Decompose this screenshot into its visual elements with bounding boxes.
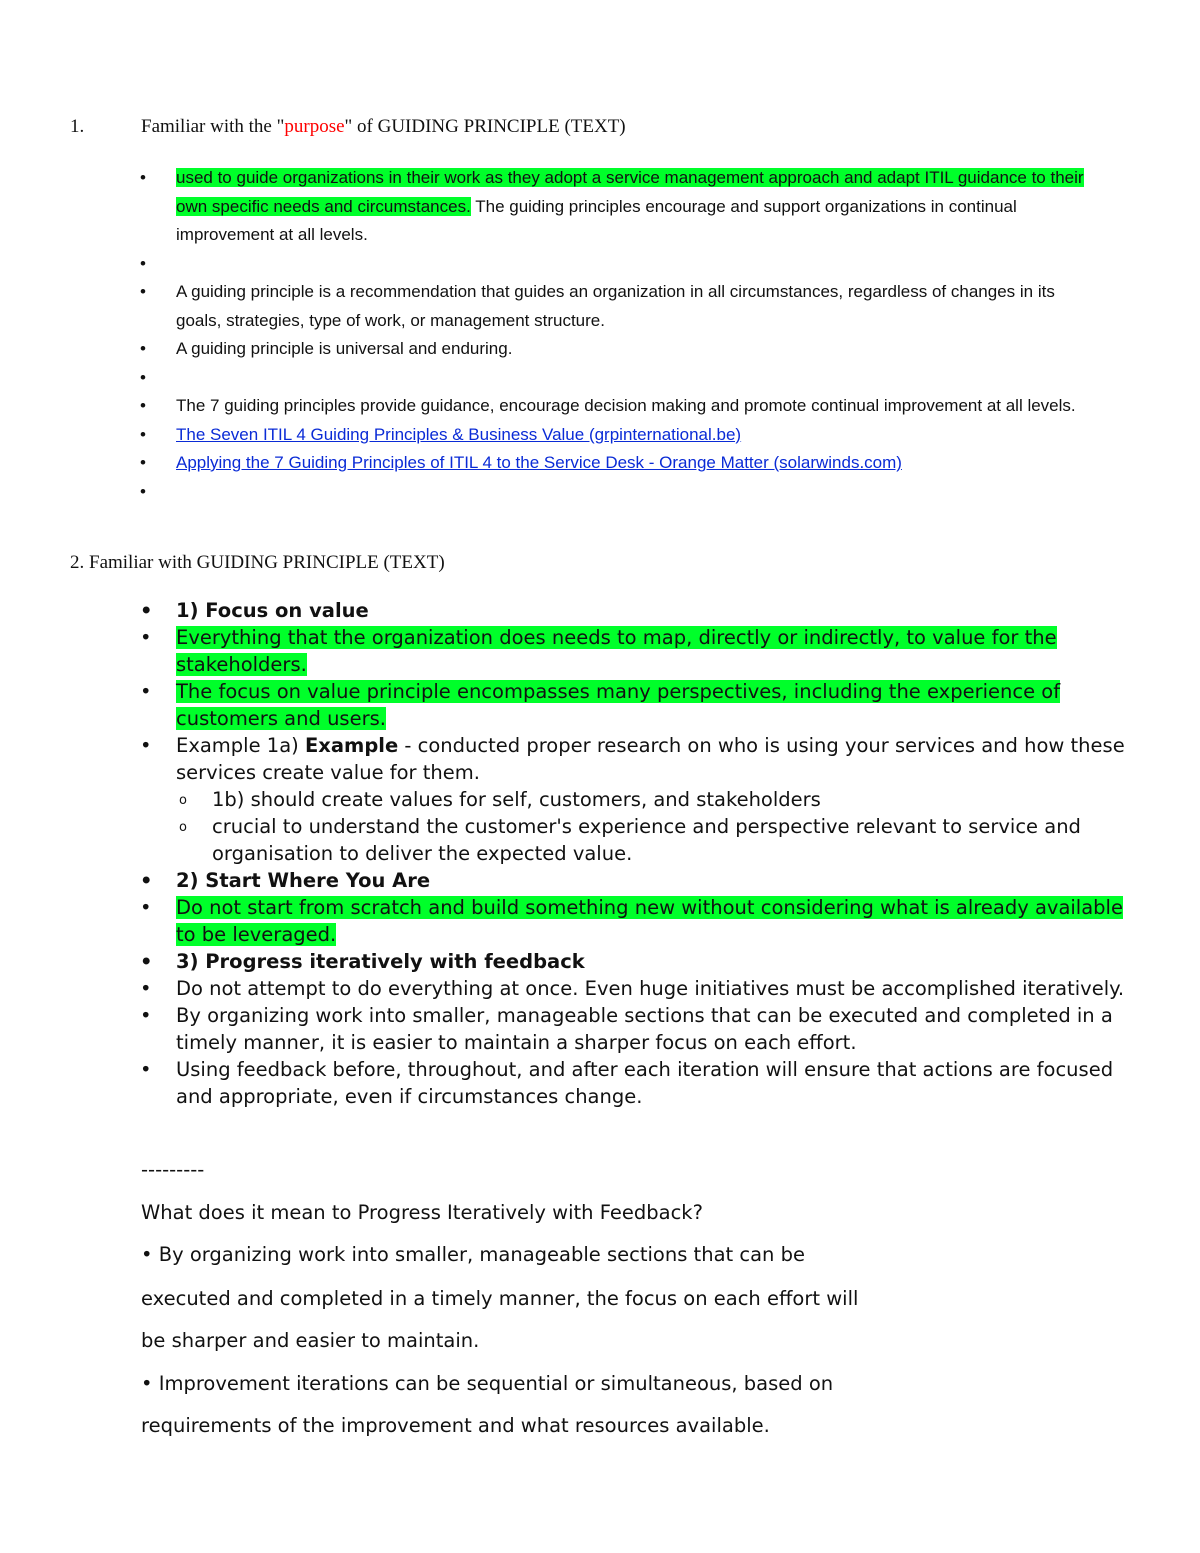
- list-item: • The 7 guiding principles provide guidance, encourage decision making and promote continual improvement at all levels.: [140, 392, 1100, 421]
- highlighted-text: The focus on value principle encompasses many perspectives, including the experience of customers and users.: [176, 680, 1061, 730]
- answer-line: • Improvement iterations can be sequential or simultaneous, based on: [141, 1372, 834, 1395]
- highlighted-text: used to guide organizations in their work as they adopt a service management approach and adapt ITIL guidance to their own specific needs and circumstances.: [176, 168, 1084, 216]
- section-1-list: [140, 164, 1100, 506]
- bullet-icon: •: [140, 339, 146, 358]
- bullet-icon: •: [140, 168, 146, 187]
- list-item: [140, 624, 1130, 678]
- highlighted-text: Do not start from scratch and build something new without considering what is already available to be leveraged.: [176, 896, 1123, 946]
- answer-line: be sharper and easier to maintain.: [141, 1329, 480, 1352]
- solarwinds-link[interactable]: Applying the 7 Guiding Principles of ITIL 4 to the Service Desk - Orange Matter (solarwinds.com): [176, 453, 902, 472]
- list-item: [140, 449, 1100, 478]
- principle-1-title: • 1) Focus on value: [140, 599, 369, 622]
- bullet-icon: •: [140, 734, 152, 757]
- bullet-icon: •: [140, 424, 146, 444]
- list-item: [140, 421, 1100, 450]
- principle-3-title: • 3) Progress iteratively with feedback: [140, 950, 585, 973]
- list-item: [140, 894, 1130, 948]
- list-item: • A guiding principle is a recommendation that guides an organization in all circumstances, regardless of changes in its goals, strategies, type of work, or management structure.: [140, 278, 1100, 335]
- section-2-list: [140, 597, 1130, 1110]
- circle-bullet-icon: o: [179, 793, 187, 808]
- bullet-icon: •: [140, 1058, 152, 1081]
- list-item: [140, 678, 1130, 732]
- list-item: • used to guide organizations in their work as they adopt a service management approach and adapt ITIL guidance to their own specific needs and circumstances. The guiding principles encourage and support organizations in continual improvement at all levels.: [140, 164, 1100, 250]
- section-2-heading: 2. Familiar with GUIDING PRINCIPLE (TEXT): [70, 552, 445, 573]
- bullet-icon: •: [140, 481, 146, 501]
- grpinternational-link[interactable]: The Seven ITIL 4 Guiding Principles & Business Value (grpinternational.be): [176, 424, 742, 444]
- bullet-icon: •: [140, 396, 146, 415]
- bullet-icon: •: [140, 896, 152, 919]
- section-1-number: 1.: [70, 116, 85, 137]
- bullet-icon: •: [140, 950, 153, 973]
- list-item: [140, 250, 1100, 279]
- bullet-icon: •: [140, 453, 146, 472]
- sub-list-item: o 1b) should create values for self, customers, and stakeholders: [140, 786, 1130, 813]
- bullet-icon: •: [140, 599, 153, 622]
- bullet-icon: •: [140, 1004, 152, 1027]
- list-item: • Example 1a) Example - conducted proper research on who is using your services and how these services create value for them.: [140, 734, 1125, 784]
- answer-line: • By organizing work into smaller, manageable sections that can be: [141, 1243, 805, 1266]
- section-1-title: Familiar with the "purpose" of GUIDING PRINCIPLE (TEXT): [141, 116, 626, 137]
- list-item: • A guiding principle is universal and enduring.: [140, 335, 1100, 364]
- list-item: • Do not attempt to do everything at once. Even huge initiatives must be accomplished iteratively.: [140, 977, 1125, 1000]
- list-item: • Using feedback before, throughout, and after each iteration will ensure that actions are focused and appropriate, even if circumstances change.: [140, 1058, 1114, 1108]
- bullet-icon: •: [140, 367, 146, 387]
- purpose-word: purpose: [284, 116, 345, 137]
- principle-2-title: • 2) Start Where You Are: [140, 869, 431, 892]
- question-text: What does it mean to Progress Iteratively with Feedback?: [141, 1201, 703, 1224]
- answer-line: requirements of the improvement and what resources available.: [141, 1414, 770, 1437]
- list-item: [140, 478, 1100, 507]
- list-item: • By organizing work into smaller, manageable sections that can be executed and completed in a timely manner, it is easier to maintain a sharper focus on each effort.: [140, 1004, 1113, 1054]
- bullet-icon: •: [140, 680, 152, 703]
- bullet-icon: •: [140, 282, 146, 301]
- bullet-icon: •: [140, 626, 152, 649]
- sub-list-item: o crucial to understand the customer's experience and perspective relevant to service and organisation to deliver the expected value.: [179, 815, 1081, 865]
- divider-text: ---------: [141, 1158, 205, 1181]
- circle-bullet-icon: o: [179, 820, 187, 835]
- bullet-icon: •: [140, 253, 146, 273]
- answer-line: executed and completed in a timely manner, the focus on each effort will: [141, 1287, 859, 1310]
- bullet-icon: •: [140, 977, 152, 1000]
- bullet-icon: •: [140, 869, 153, 892]
- highlighted-text: Everything that the organization does needs to map, directly or indirectly, to value for the stakeholders.: [176, 626, 1057, 676]
- list-item: [140, 364, 1100, 393]
